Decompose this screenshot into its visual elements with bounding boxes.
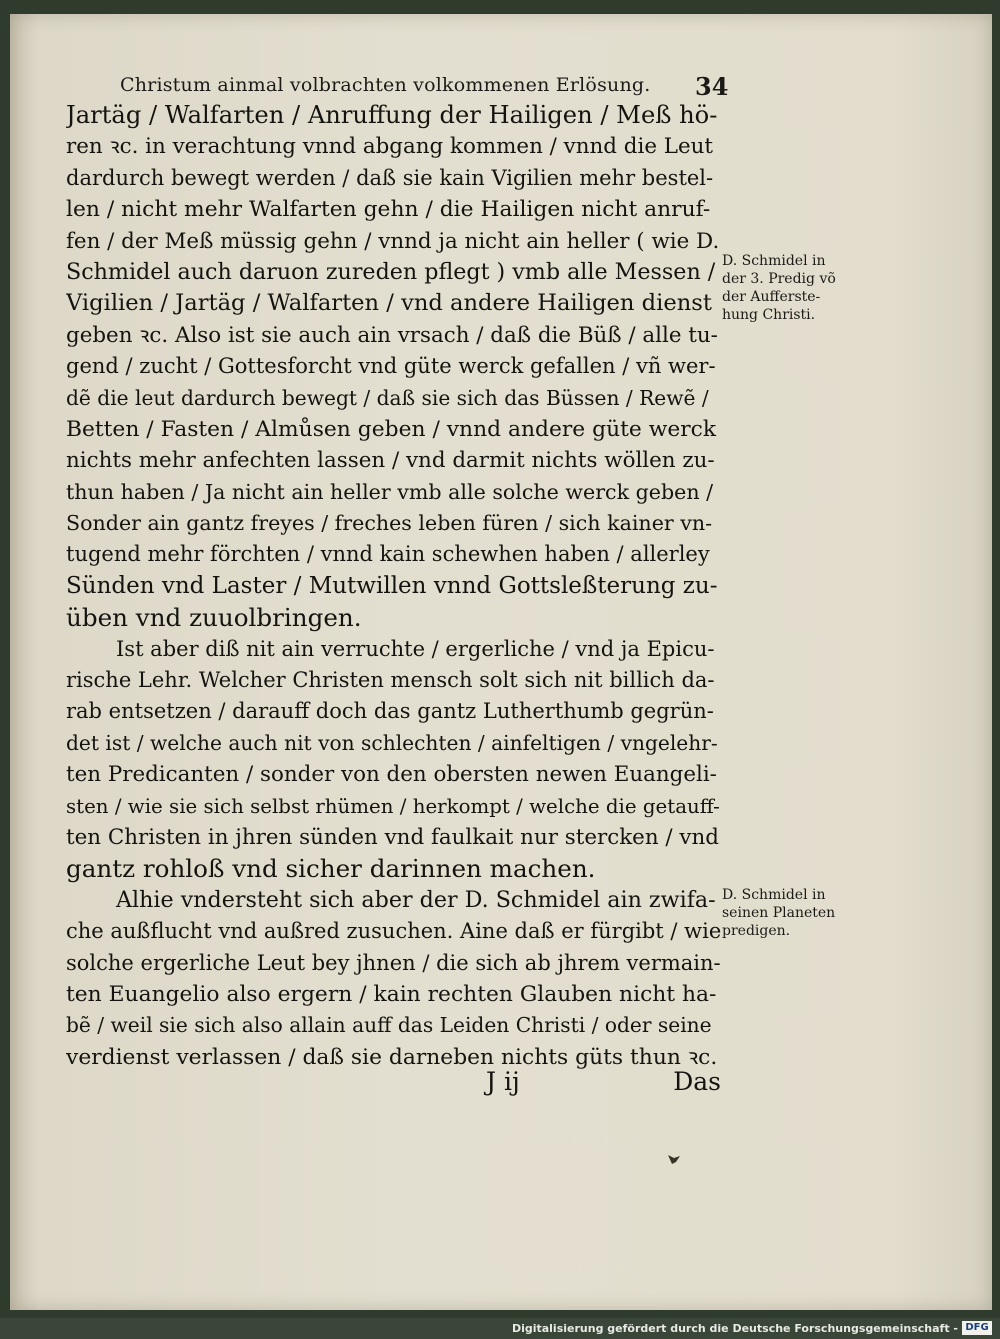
text-line: dẽ die leut dardurch bewegt / daß sie sich das Büssen / Rewẽ /	[66, 385, 709, 410]
text-line: fen / der Meß müssig gehn / vnnd ja nicht ain heller ( wie D.	[66, 228, 720, 254]
text-line: gantz rohloß vnd sicher darinnen machen.	[66, 854, 596, 884]
margin-note	[722, 252, 872, 324]
catchword: Das	[673, 1067, 721, 1096]
main-text-block	[66, 100, 721, 1073]
margin-note-line: D. Schmidel in	[722, 887, 826, 903]
margin-note-line: D. Schmidel in	[722, 253, 826, 269]
folio-number: 34	[695, 72, 729, 101]
text-line: rab entsetzen / darauff doch das gantz Lutherthumb gegrün-	[66, 699, 714, 724]
margin-note-line: hung Christi.	[722, 307, 816, 323]
text-line: det ist / welche auch nit von schlechten / ainfeltigen / vngelehr-	[66, 730, 718, 755]
text-line: verdienst verlassen / daß sie darneben nichts güts thun ꝛc.	[66, 1044, 718, 1070]
text-line: ren ꝛc. in verachtung vnnd abgang kommen / vnnd die Leut	[66, 134, 714, 160]
text-line: geben ꝛc. Also ist sie auch ain vrsach / daß die Büß / alle tu-	[66, 322, 718, 348]
text-line: dardurch bewegt werden / daß sie kain Vigilien mehr bestel-	[66, 165, 714, 190]
margin-note-line: der Aufferste-	[722, 289, 821, 305]
text-line: üben vnd zuuolbringen.	[66, 603, 362, 633]
dfg-logo: DFG	[962, 1321, 992, 1335]
margin-note	[722, 886, 872, 940]
text-line: rische Lehr. Welcher Christen mensch solt sich nit billich da-	[66, 668, 715, 693]
text-line: Ist aber diß nit ain verruchte / ergerliche / vnd ja Epicu-	[116, 636, 715, 661]
signature-mark: J ij	[486, 1067, 520, 1096]
margin-note-line: predigen.	[722, 923, 791, 939]
text-line: ten Euangelio also ergern / kain rechten Glauben nicht ha-	[66, 981, 717, 1007]
text-line: che außflucht vnd außred zusuchen. Aine daß er fürgibt / wie	[66, 919, 721, 944]
text-line: Alhie vndersteht sich aber der D. Schmidel ain zwifa-	[116, 886, 716, 913]
margin-note-line: seinen Planeten	[722, 905, 836, 921]
text-line: len / nicht mehr Walfarten gehn / die Hailigen nicht anruf-	[66, 197, 711, 223]
text-line: ten Christen in jhren sünden vnd faulkait nur stercken / vnd	[66, 824, 719, 850]
text-line: nichts mehr anfechten lassen / vnd darmit nichts wöllen zu-	[66, 448, 715, 474]
text-line: Vigilien / Jartäg / Walfarten / vnd andere Hailigen dienst	[66, 290, 712, 317]
text-line: solche ergerliche Leut bey jhnen / die sich ab jhrem vermain-	[66, 950, 721, 975]
margin-note-line: der 3. Predig võ	[722, 271, 836, 287]
text-line: bẽ / weil sie sich also allain auff das Leiden Christi / oder seine	[66, 1013, 712, 1038]
text-line: ten Predicanten / sonder von den obersten newen Euangeli-	[66, 762, 717, 788]
running-head: Christum ainmal volbrachten volkommenen Erlösung.	[120, 74, 651, 96]
text-line: Sünden vnd Laster / Mutwillen vnnd Gottsleßterung zu-	[66, 572, 718, 599]
text-line: tugend mehr förchten / vnnd kain schewhen haben / allerley	[66, 542, 710, 567]
text-line: sten / wie sie sich selbst rhümen / herkompt / welche die getauff-	[66, 794, 720, 818]
text-line: Sonder ain gantz freyes / freches leben füren / sich kainer vn-	[66, 511, 713, 536]
text-line: Betten / Fasten / Almůsen geben / vnnd andere güte werck	[66, 416, 717, 442]
text-line: Schmidel auch daruon zureden pflegt ) vmb alle Messen /	[66, 258, 716, 285]
text-line: thun haben / Ja nicht ain heller vmb alle solche werck geben /	[66, 479, 714, 504]
text-line: Jartäg / Walfarten / Anruffung der Hailigen / Meß hö-	[66, 101, 718, 129]
digitization-credit: Digitalisierung gefördert durch die Deutsche Forschungsgemeinschaft -	[511, 1322, 958, 1335]
text-line: gend / zucht / Gottesforcht vnd güte werck gefallen / vñ wer-	[66, 354, 716, 379]
ink-speck	[666, 1152, 682, 1166]
page-footer	[66, 1067, 721, 1099]
